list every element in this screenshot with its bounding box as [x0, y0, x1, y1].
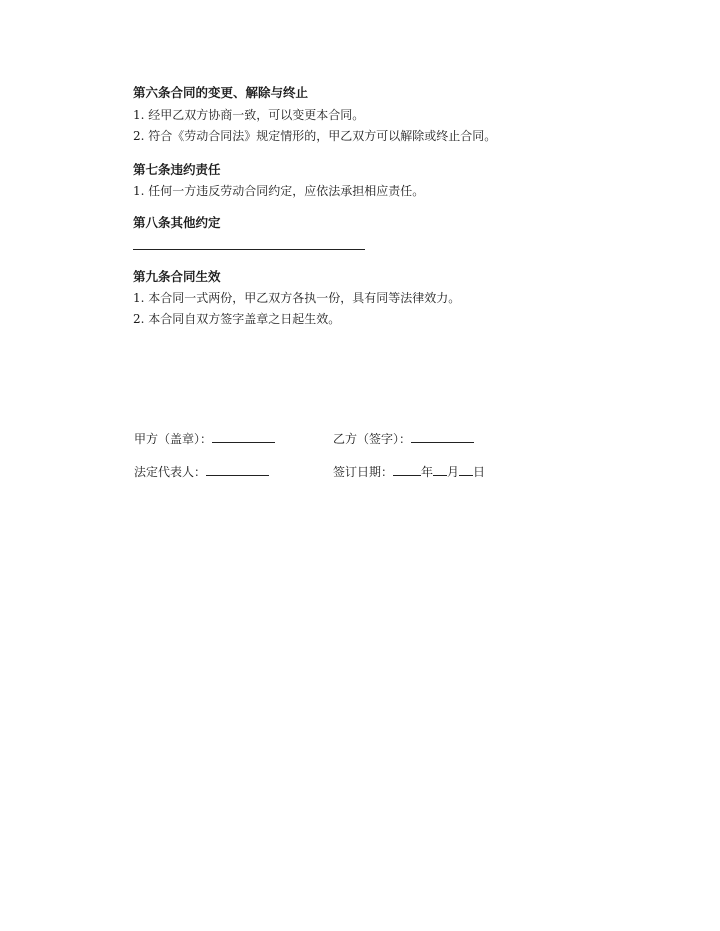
other-terms-blank-line	[133, 249, 365, 250]
party-b-label: 乙方（签字）：	[333, 432, 412, 446]
legal-rep-row	[134, 464, 269, 480]
article-9-heading: 第九条合同生效	[133, 269, 221, 284]
article-6-item-1: 1. 经甲乙双方协商一致，可以变更本合同。	[133, 108, 365, 122]
article-8-heading: 第八条其他约定	[133, 215, 221, 230]
article-9-item-2: 2. 本合同自双方签字盖章之日起生效。	[133, 312, 341, 326]
party-b-blank	[411, 431, 474, 443]
article-7-heading: 第七条违约责任	[133, 162, 221, 177]
legal-rep-blank	[206, 464, 269, 476]
month-label: 月	[447, 465, 460, 479]
article-7-item-1: 1. 任何一方违反劳动合同约定，应依法承担相应责任。	[133, 184, 425, 198]
year-label: 年	[421, 465, 434, 479]
party-b-signature-row	[333, 431, 474, 447]
day-label: 日	[473, 465, 486, 479]
article-6-heading: 第六条合同的变更、解除与终止	[133, 85, 309, 100]
day-blank	[459, 464, 473, 476]
party-a-label: 甲方（盖章）：	[134, 432, 213, 446]
article-6-item-2: 2. 符合《劳动合同法》规定情形的，甲乙双方可以解除或终止合同。	[133, 129, 497, 143]
legal-rep-label: 法定代表人：	[134, 465, 207, 479]
sign-date-row	[333, 464, 485, 480]
year-blank	[393, 464, 421, 476]
sign-date-label: 签订日期：	[333, 465, 394, 479]
party-a-signature-row	[134, 431, 275, 447]
month-blank	[433, 464, 447, 476]
article-9-item-1: 1. 本合同一式两份，甲乙双方各执一份，具有同等法律效力。	[133, 291, 461, 305]
party-a-blank	[212, 431, 275, 443]
